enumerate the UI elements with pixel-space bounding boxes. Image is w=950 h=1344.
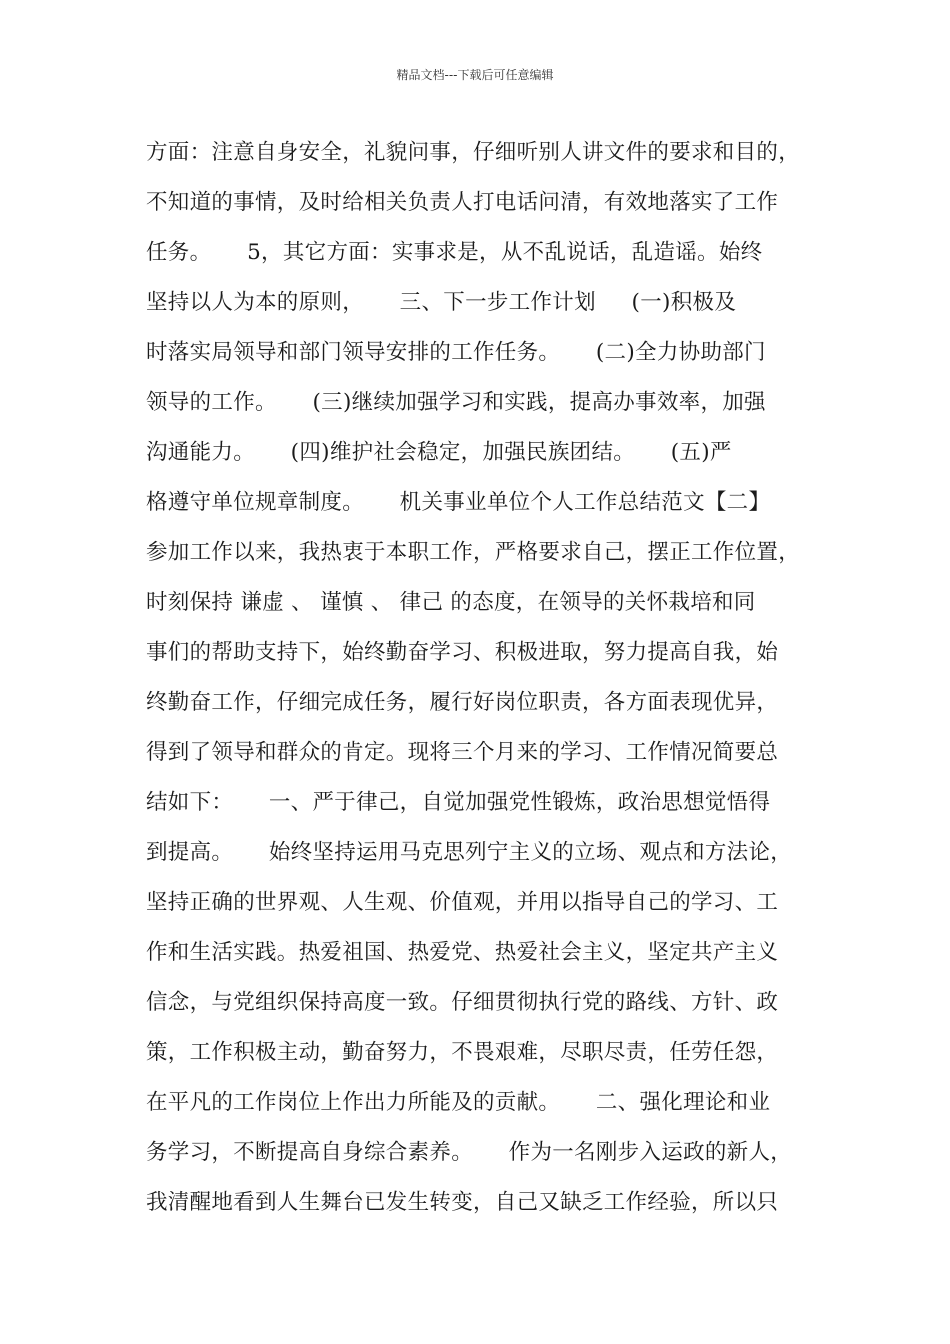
- body-line: 策，工作积极主动，勤奋努力，不畏艰难，尽职尽责，任劳任怨，: [146, 1040, 779, 1065]
- body-line: 时刻保持 谦虚 、 谨慎 、 律己 的态度，在领导的关怀栽培和同: [146, 590, 756, 615]
- body-line: 在平凡的工作岗位上作出力所能及的贡献。 二、强化理论和业: [146, 1090, 771, 1115]
- body-line: 任务。 5，其它方面：实事求是，从不乱说话，乱造谣。始终: [146, 240, 763, 265]
- body-line: 我清醒地看到人生舞台已发生转变，自己又缺乏工作经验，所以只: [146, 1190, 779, 1215]
- body-line: 作和生活实践。热爱祖国、热爱党、热爱社会主义，坚定共产主义: [146, 940, 779, 965]
- body-line: 沟通能力。 (四)维护社会稳定，加强民族团结。 (五)严: [146, 440, 732, 465]
- body-line: 不知道的事情，及时给相关负责人打电话问清，有效地落实了工作: [146, 190, 779, 215]
- page-header: 精品文档---下载后可任意编辑: [396, 68, 554, 82]
- body-line: 信念，与党组织保持高度一致。仔细贯彻执行党的路线、方针、政: [146, 990, 779, 1015]
- body-line: 到提高。 始终坚持运用马克思列宁主义的立场、观点和方法论，: [146, 840, 793, 865]
- body-line: 坚持以人为本的原则， 三、下一步工作计划 (一)积极及: [146, 290, 737, 315]
- body-line: 坚持正确的世界观、人生观、价值观，并用以指导自己的学习、工: [146, 890, 779, 915]
- body-line: 得到了领导和群众的肯定。现将三个月来的学习、工作情况简要总: [146, 740, 779, 765]
- document-body: [146, 128, 826, 1228]
- body-line: 时落实局领导和部门领导安排的工作任务。 (二)全力协助部门: [146, 340, 766, 365]
- body-line: 参加工作以来，我热衷于本职工作，严格要求自己，摆正工作位置，: [146, 540, 801, 565]
- body-line: 事们的帮助支持下，始终勤奋学习、积极进取，努力提高自我，始: [146, 640, 779, 665]
- body-line: 务学习，不断提高自身综合素养。 作为一名刚步入运政的新人，: [146, 1140, 793, 1165]
- body-line: 领导的工作。 (三)继续加强学习和实践，提高办事效率，加强: [146, 390, 766, 415]
- body-line: 格遵守单位规章制度。 机关事业单位个人工作总结范文【二】: [146, 490, 771, 515]
- body-line: 结如下： 一、严于律己，自觉加强党性锻炼，政治思想觉悟得: [146, 790, 771, 815]
- body-line: 终勤奋工作，仔细完成任务，履行好岗位职责，各方面表现优异，: [146, 690, 779, 715]
- body-line: 方面：注意自身安全，礼貌问事，仔细听别人讲文件的要求和目的，: [146, 140, 801, 165]
